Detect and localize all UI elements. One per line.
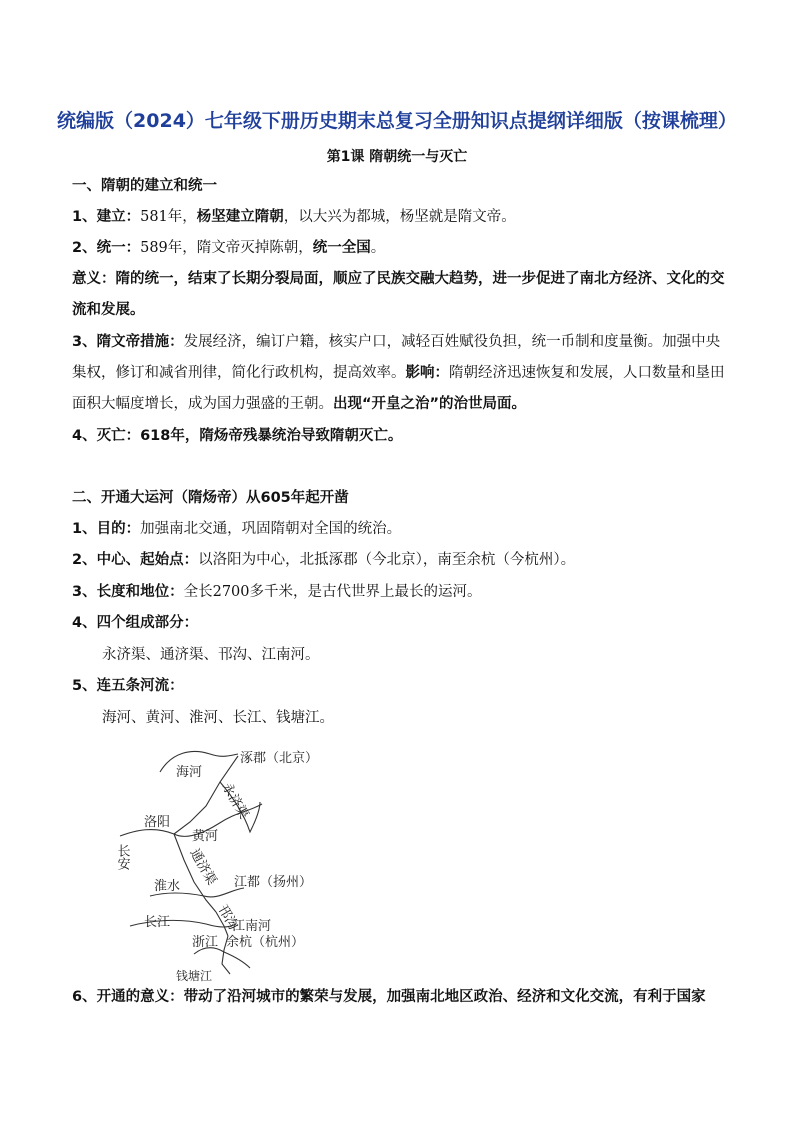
label: 2、统一： [72, 240, 141, 256]
grand-canal-map [110, 740, 350, 990]
section2-point-1 [72, 519, 732, 539]
text: 以洛阳为中心，北抵涿郡（今北京），南至余杭（今杭州）。 [198, 552, 576, 568]
label-yongjiqu: 永济渠 [218, 780, 252, 822]
label: 意义： [72, 271, 116, 287]
label: 3、长度和地位： [72, 584, 184, 600]
text: 全长2700多千米，是古代世界上最长的运河。 [183, 584, 482, 600]
text: 隋朝经济迅速恢复和发展，人口数量和垦田面积大幅度增长，成为国力强盛的王朝。 [72, 365, 725, 412]
section2-point-4-label: 4、四个组成部分： [72, 615, 199, 631]
label-zhejiang: 浙江 [192, 935, 219, 950]
text: 581年， [140, 209, 197, 225]
section1-meaning [72, 264, 732, 326]
qiantangjiang-river [194, 948, 250, 968]
text: 加强南北交通，巩固隋朝对全国的统治。 [140, 521, 402, 537]
label-luoyang: 洛阳 [144, 815, 171, 830]
section1-point-3 [72, 327, 732, 420]
label-changan: 长安 [114, 844, 130, 870]
text: 。 [370, 240, 386, 256]
text: 隋的统一，结束了长期分裂局面，顺应了民族交融大趋势，进一步促进了南北方经济、文化的交流和发展。 [72, 271, 725, 318]
label-yuhang: 余杭（杭州） [226, 935, 305, 950]
section2-point-5-label: 5、连五条河流： [72, 678, 184, 694]
label: 4、灭亡： [72, 428, 141, 444]
label-changjiang: 长江 [144, 915, 171, 930]
text: 618年，隋炀帝残暴统治导致隋朝灭亡。 [140, 428, 403, 444]
label-huanghe: 黄河 [192, 829, 219, 844]
text-bold: 杨坚建立隋朝 [196, 209, 284, 225]
text-bold: 统一全国 [312, 240, 371, 256]
label-hangou: 邗沟 [214, 902, 241, 933]
label: 影响： [405, 365, 449, 381]
text: ，以大兴为都城，杨坚就是隋文帝。 [283, 209, 516, 225]
label: 1、建立： [72, 209, 141, 225]
label: 6、开通的意义： [72, 989, 184, 1005]
label-qiantangjiang: 钱塘江 [176, 969, 213, 983]
section2-point-5-text: 海河、黄河、淮河、长江、钱塘江。 [102, 710, 334, 726]
text: 589年，隋文帝灭掉陈朝， [140, 240, 313, 256]
label: 1、目的： [72, 521, 141, 537]
text: 带动了沿河城市的繁荣与发展，加强南北地区政治、经济和文化交流，有利于国家 [183, 989, 706, 1005]
text: 发展经济，编订户籍，核实户口，减轻百姓赋役负担，统一币制和度量衡。加强中央集权，修订和减省刑律，简化行政机构，提高效率。 [72, 334, 721, 381]
section1-heading: 一、隋朝的建立和统一 [72, 178, 217, 194]
section1-point-2 [72, 238, 732, 258]
lesson-heading: 第1课 隋朝统一与灭亡 [326, 149, 468, 165]
label-haihe: 海河 [176, 765, 203, 780]
section1-point-4 [72, 426, 732, 446]
map-labels [115, 750, 319, 983]
label-zhuojun: 涿郡（北京） [240, 751, 319, 766]
label-tongjiqu: 通济渠 [186, 846, 220, 888]
label: 3、隋文帝措施： [72, 334, 184, 350]
section2-heading: 二、开通大运河（隋炀帝）从605年起开凿 [72, 490, 349, 506]
label-jiangnanhe: 江南河 [232, 919, 272, 934]
document-title: 统编版（2024）七年级下册历史期末总复习全册知识点提纲详细版（按课梳理） [57, 110, 737, 132]
label: 2、中心、起始点： [72, 552, 199, 568]
section2-point-3 [72, 582, 732, 602]
section2-point-2 [72, 550, 732, 570]
section2-point-4-text: 永济渠、通济渠、邗沟、江南河。 [102, 647, 320, 663]
text-bold: 出现“开皇之治”的治世局面。 [333, 396, 527, 412]
label-huaishui: 淮水 [154, 879, 181, 894]
section2-point-6 [72, 987, 732, 1007]
label-jiangdu: 江都（扬州） [234, 875, 313, 890]
section1-point-1 [72, 207, 732, 227]
